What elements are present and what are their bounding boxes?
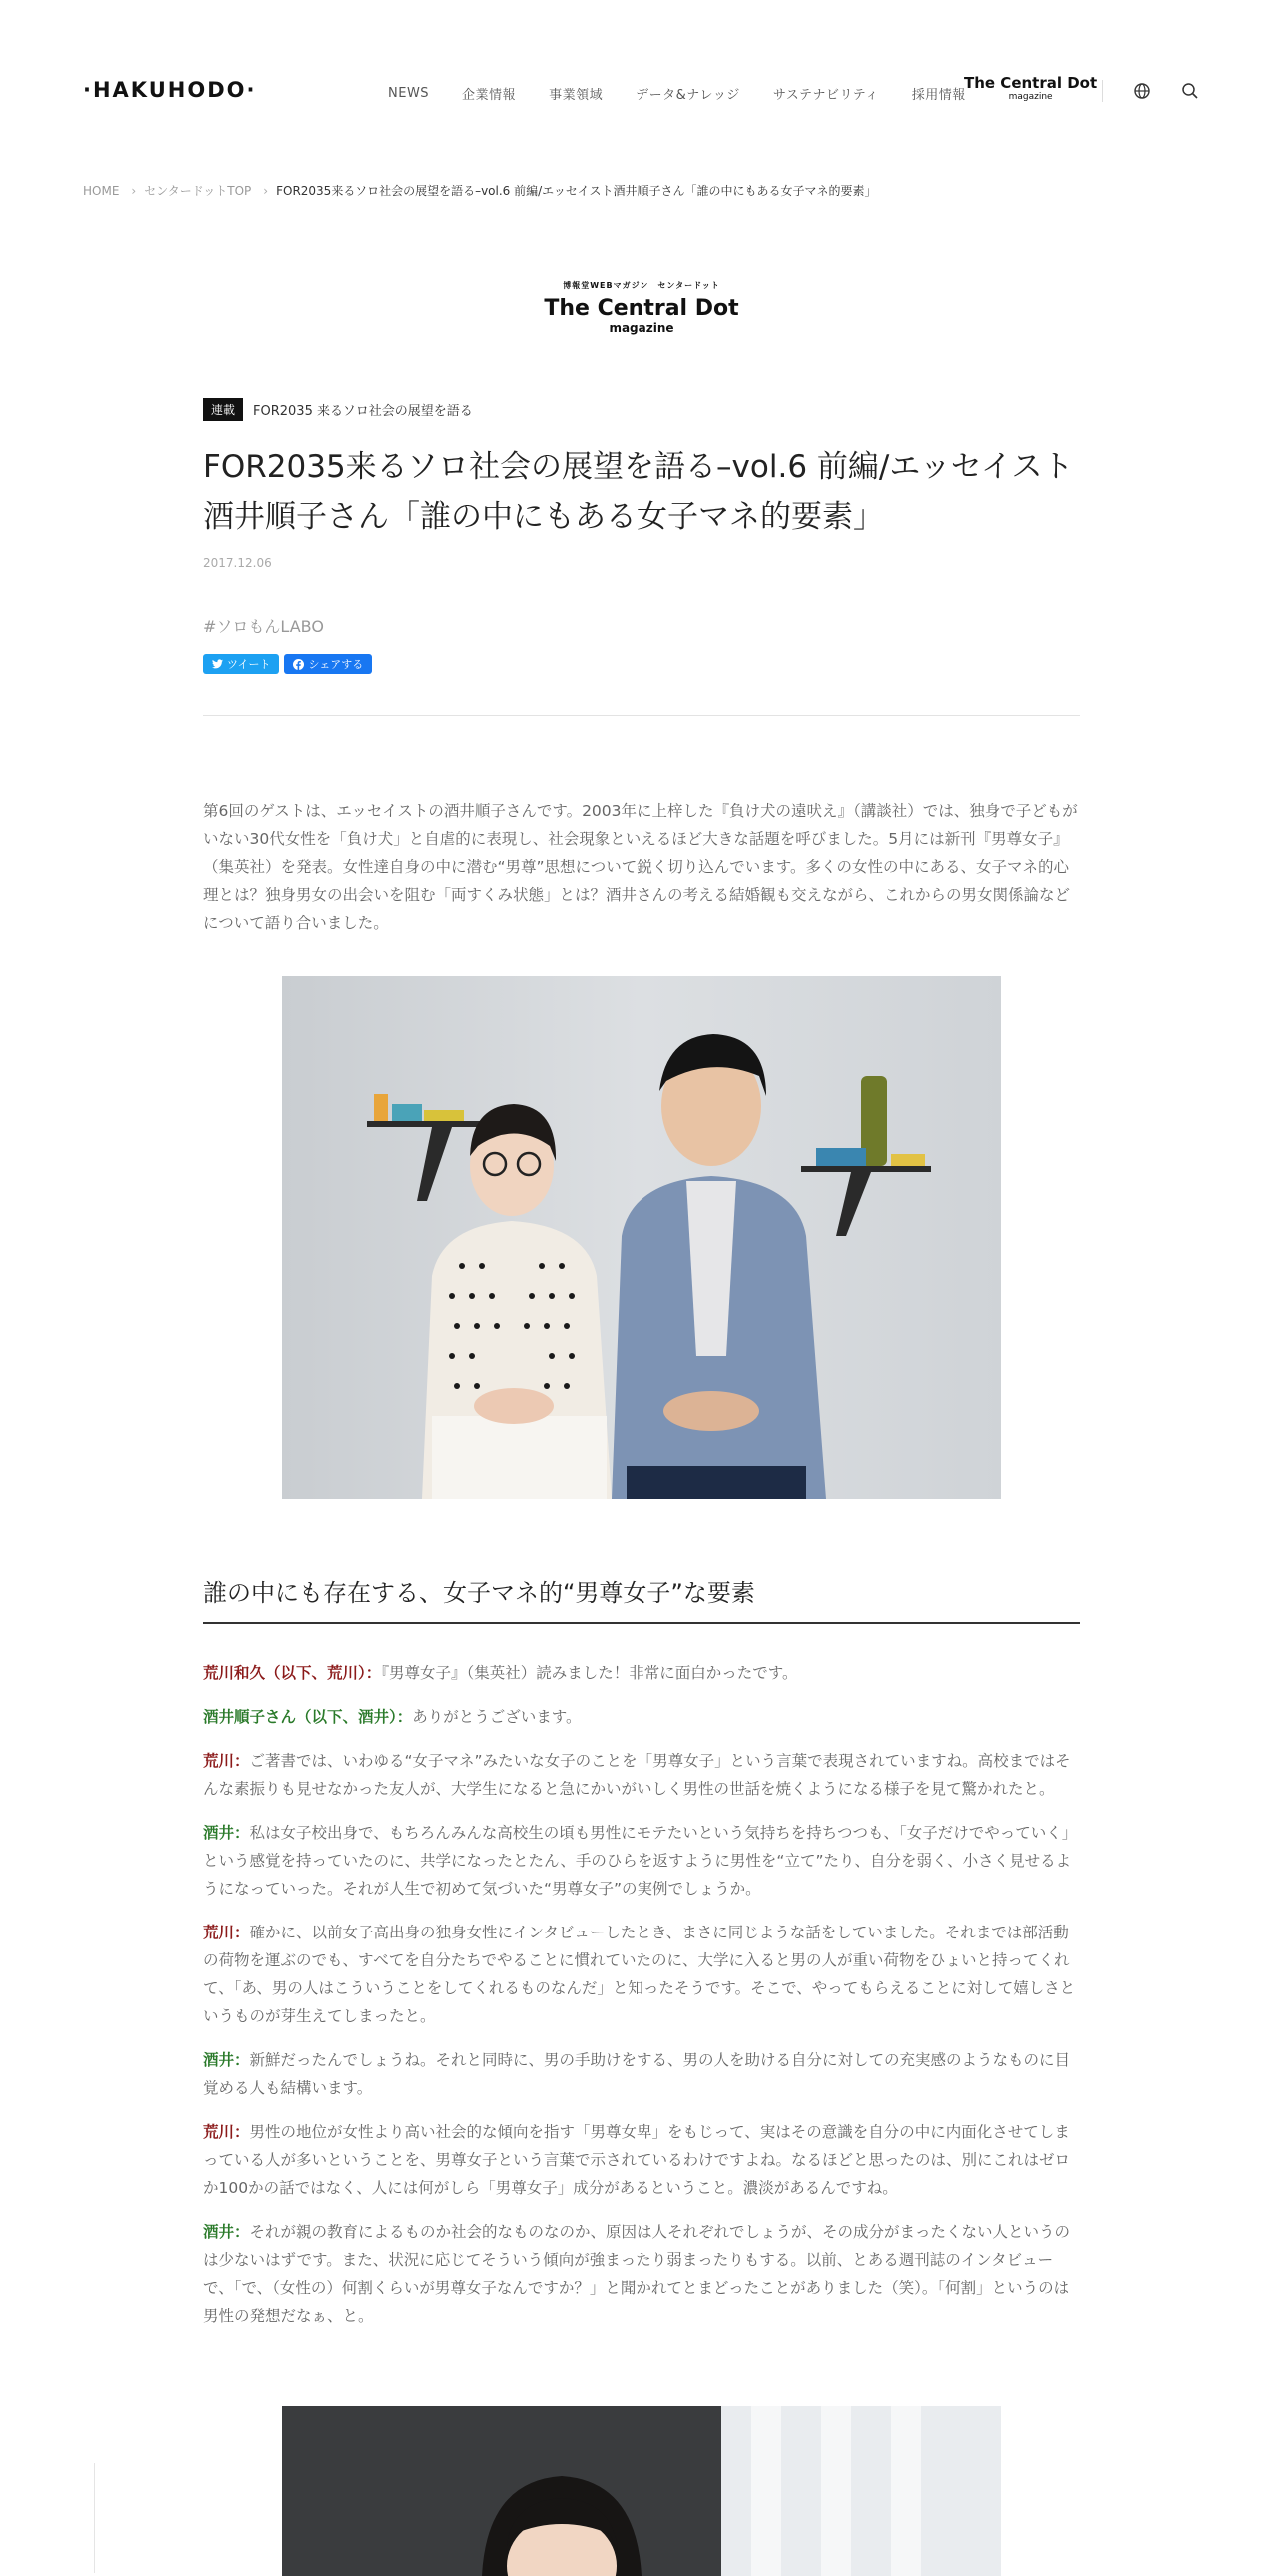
portrait-photo	[282, 2406, 1001, 2576]
magazine-logo	[520, 282, 763, 334]
globe-icon[interactable]	[1131, 80, 1153, 102]
series-info	[203, 398, 473, 421]
share-buttons	[203, 654, 377, 674]
section-heading: 誰の中にも存在する、女子マネ的“男尊女子”な要素	[203, 1579, 755, 1607]
dialog-line	[203, 2218, 1080, 2330]
interview-dialog	[203, 1659, 1080, 2346]
hakuhodo-logo[interactable]: ·HAKUHODO·	[83, 78, 257, 102]
breadcrumb-central-dot-top[interactable]: センタードットTOP	[144, 184, 252, 198]
central-dot-title: The Central Dot	[964, 74, 1098, 92]
heading-rule	[203, 1622, 1080, 1624]
speaker-arakawa: 荒川：	[203, 1924, 250, 1941]
article-date: 2017.12.06	[203, 556, 272, 570]
site-header	[0, 0, 1283, 185]
speaker-arakawa: 荒川和久（以下、荒川）：	[203, 1664, 382, 1682]
breadcrumb-current: FOR2035来るソロ社会の展望を語る–vol.6 前編/エッセイスト酒井順子さん「誰の中にもある女子マネ的要素」	[276, 184, 877, 198]
breadcrumb	[83, 182, 876, 199]
dialog-line	[203, 1919, 1080, 2030]
article-tag[interactable]: #ソロもんLABO	[203, 617, 324, 636]
article-title: FOR2035来るソロ社会の展望を語る–vol.6 前編/エッセイスト酒井順子さん「誰の中にもある女子マネ的要素」	[203, 449, 1074, 535]
dialog-line	[203, 1819, 1080, 1903]
nav-divider	[1102, 80, 1103, 102]
nav-item-sustainability[interactable]: サステナビリティ	[772, 88, 879, 103]
dialog-text: ご著書では、いわゆる“女子マネ”みたいな女子のことを「男尊女子」という言葉で表現されていますね。高校まではそんな素振りも見せなかった友人が、大学生になると急にかいがいしく男性の世話を焼くようになる様子を見て驚かれたと。	[203, 1752, 1071, 1798]
dialog-text: それが親の教育によるものか社会的なものなのか、原因は人それぞれでしょうが、その成分がまったくない人というのは少ないはずです。また、状況に応じてそういう傾向が強まったり弱まったりもする。以前、とある週刊誌のインタビューで、「で、（女性の）何割くらいが男尊女子なんですか？」と聞かれてとまどったことがありました（笑）。「何割」というのは男性の発想だなぁ、と。	[203, 2223, 1071, 2325]
interview-photo	[282, 976, 1001, 1499]
dialog-line	[203, 2046, 1080, 2102]
global-nav	[388, 84, 999, 103]
nav-item-news[interactable]: NEWS	[388, 86, 430, 101]
tweet-label: ツイート	[227, 658, 271, 671]
speaker-arakawa: 荒川：	[203, 2123, 250, 2141]
speaker-sakai: 酒井順子さん（以下、酒井）：	[203, 1708, 413, 1726]
search-icon[interactable]	[1179, 80, 1201, 102]
dialog-text: 男性の地位が女性より高い社会的な傾向を指す「男尊女卑」をもじって、実はその意識を自分の中に内面化させてしまっている人が多いということを、男尊女子という言葉で示されているわけですよね。なるほどと思ったのは、別にこれはゼロか100かの話ではなく、人には何がしら「男尊女子」成分があるということ。濃淡があるんですね。	[203, 2123, 1071, 2197]
series-badge: 連載	[203, 398, 243, 421]
dialog-text: 新鮮だったんでしょうね。それと同時に、男の手助けをする、男の人を助ける自分に対しての充実感のようなものに目覚める人も結構います。	[203, 2051, 1071, 2097]
article-lead: 第6回のゲストは、エッセイストの酒井順子さんです。2003年に上梓した『負け犬の遠吠え』（講談社）では、独身で子どもがいない30代女性を「負け犬」と自虐的に表現し、社会現象といえるほど大きな話題を呼びました。5月には新刊『男尊女子』（集英社）を発表。女性達自身の中に潜む“男尊”思想について鋭く切り込んでいます。多くの女性の中にある、女子マネ的心理とは？独身男女の出会いを阻む「両すくみ状態」とは？酒井さんの考える結婚観も交えながら、これからの男女関係論などについて語り合いました。	[203, 802, 1078, 932]
dialog-text: 確かに、以前女子高出身の独身女性にインタビューしたとき、まさに同じような話をしていました。それまでは部活動の荷物を運ぶのでも、すべてを自分たちでやることに慣れていたのに、大学に入ると男の人が重い荷物をひょいと持ってくれて、「あ、男の人はこういうことをしてくれるものなんだ」と知ったそうです。そこで、やってもらえることに対して嬉しさというものが芽生えてしまったと。	[203, 1924, 1076, 2025]
nav-central-dot-logo[interactable]	[964, 76, 1097, 102]
nav-item-business[interactable]: 事業領域	[549, 88, 604, 103]
twitter-icon	[212, 659, 223, 669]
dialog-line	[203, 1747, 1080, 1803]
speaker-sakai: 酒井：	[203, 2223, 250, 2241]
magazine-title: The Central Dot	[544, 296, 739, 321]
chevron-right-icon: ›	[131, 183, 137, 198]
dialog-line	[203, 1659, 1080, 1687]
breadcrumb-home[interactable]: HOME	[83, 183, 120, 198]
divider	[203, 715, 1080, 716]
dialog-text: ありがとうございます。	[412, 1708, 582, 1726]
dialog-line	[203, 2118, 1080, 2202]
speaker-sakai: 酒井：	[203, 1824, 250, 1842]
facebook-icon	[293, 659, 304, 670]
chevron-right-icon: ›	[263, 183, 269, 198]
nav-item-company[interactable]: 企業情報	[462, 88, 517, 103]
dialog-line	[203, 1703, 1080, 1731]
nav-item-data-knowledge[interactable]: データ&ナレッジ	[636, 88, 740, 103]
speaker-arakawa: 荒川：	[203, 1752, 250, 1770]
magazine-label: 博報堂WEBマガジン センタードット	[563, 281, 720, 290]
nav-item-recruit[interactable]: 採用情報	[911, 88, 966, 103]
magazine-sub: magazine	[609, 321, 674, 335]
facebook-label: シェアする	[308, 658, 364, 671]
series-name[interactable]: FOR2035 来るソロ社会の展望を語る	[253, 404, 473, 419]
facebook-share-button[interactable]	[284, 654, 372, 674]
tweet-button[interactable]	[203, 654, 279, 674]
dialog-text: 私は女子校出身で、もちろんみんな高校生の頃も男性にモテたいという気持ちを持ちつつも、「女子だけでやっていく」という感覚を持っていたのに、共学になったとたん、手のひらを返すように男性を“立て”たり、自分を弱く、小さく見せるようになっていった。それが人生で初めて気づいた“男尊女子”の実例でしょうか。	[203, 1824, 1078, 1898]
dialog-text: 『男尊女子』（集英社）読みました！非常に面白かったです。	[381, 1664, 798, 1682]
speaker-sakai: 酒井：	[203, 2051, 250, 2069]
side-line	[94, 2463, 95, 2573]
central-dot-sub: magazine	[1008, 92, 1053, 102]
